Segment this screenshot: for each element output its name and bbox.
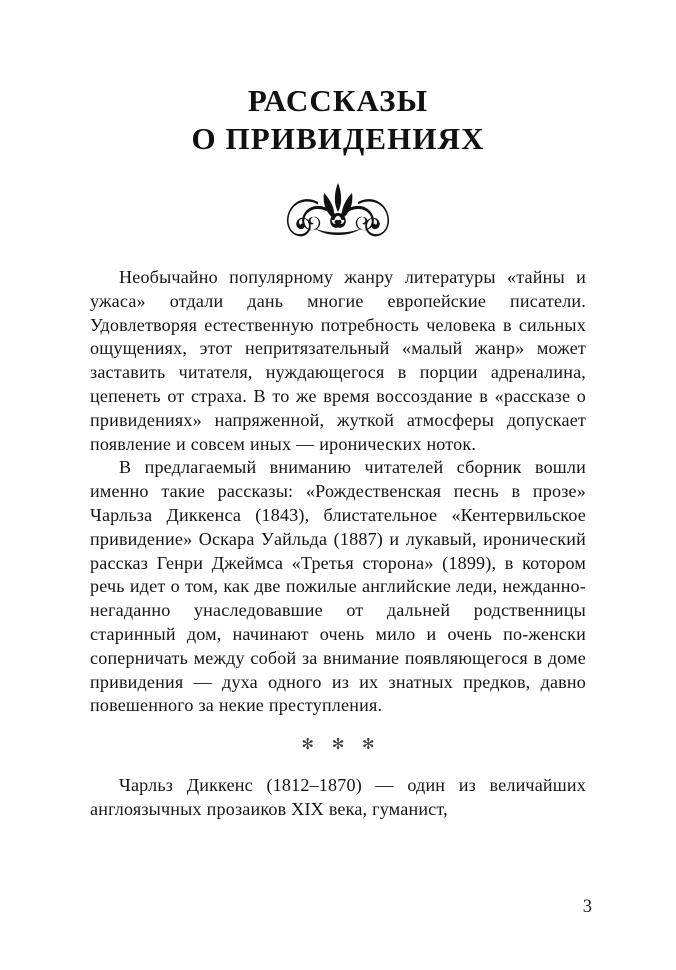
body-text-column bbox=[90, 266, 586, 822]
ornament-divider bbox=[0, 180, 676, 238]
paragraph-collection-contents: В предлагаемый вниманию читателей сборник вошли именно такие рассказы: «Рождественская песнь в прозе» Чарльза Диккенса (1843), блистательное «Кентервильское привидение» Оскара Уайльда (1887) и лукавый, иронический рассказ Генри Джеймса «Третья сторона» (1899), в котором речь идет о том, как две пожилые английские леди, нежданно-негаданно унаследовавшие от дальней родственницы старинный дом, начинают очень мило и очень по-женски соперничать между собой за внимание появляющегося в доме привидения — духа одного из их знатных предков, давно повешенного за некие преступления. bbox=[90, 457, 586, 716]
page-number: 3 bbox=[582, 896, 592, 917]
paragraph-dickens-bio: Чарльз Диккенс (1812–1870) — один из величайших англоязычных прозаиков XIX века, гуманист, bbox=[90, 775, 586, 819]
asterisk-separator: ✻ ✻ ✻ bbox=[301, 737, 382, 754]
page-title-line-2: О ПРИВИДЕНИЯХ bbox=[191, 121, 485, 156]
page-title-line-1: РАССКАЗЫ bbox=[247, 83, 429, 118]
decorative-flourish-icon bbox=[262, 180, 414, 238]
page-title bbox=[0, 82, 676, 158]
paragraph-intro-genre: Необычайно популярному жанру литературы «тайны и ужаса» отдали дань многие европейские писатели. Удовлетворяя естественную потребность человека в сильных ощущениях, этот непритязательный «малый жанр» может заставить читателя, нуждающегося в порции адреналина, цепенеть от страха. В то же время воссоздание в «рассказе о привидениях» напряженной, жуткой атмосферы допускает появление и совсем иных — иронических ноток. bbox=[90, 267, 586, 454]
